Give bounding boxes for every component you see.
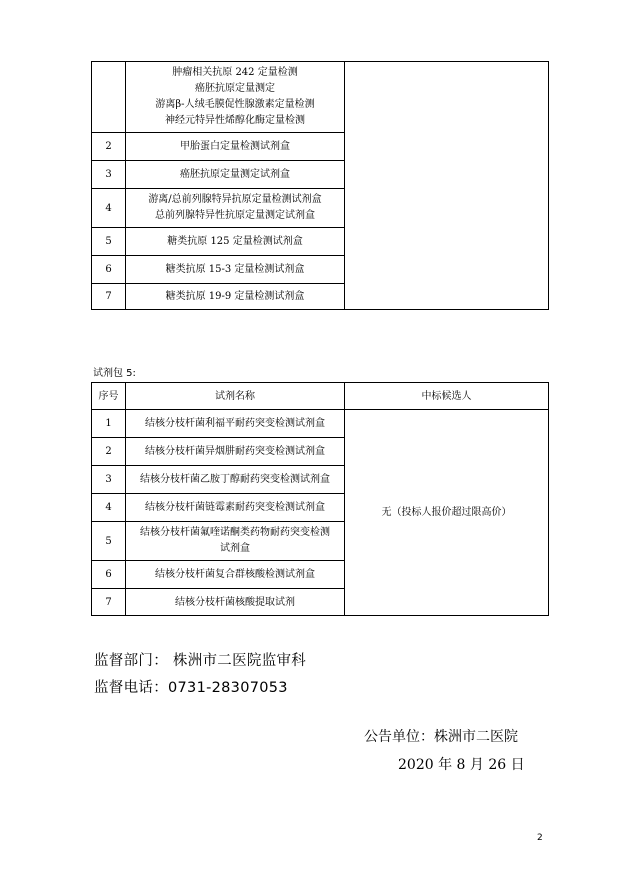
reagent-name-line: 结核分枝杆菌氟喹诺酮类药物耐药突变检测 bbox=[140, 527, 330, 538]
supervision-department: 监督部门： 株洲市二医院监审科 bbox=[94, 653, 307, 669]
winner-cell: 无（投标人报价超过限高价） bbox=[345, 410, 549, 616]
reagent-name-line: 游离β-人绒毛膜促性腺激素定量检测 bbox=[155, 99, 315, 110]
reagent-name-cell bbox=[126, 189, 345, 228]
reagent-name-cell: 癌胚抗原定量测定试剂盒 bbox=[126, 161, 345, 189]
reagent-name-line: 试剂盒 bbox=[220, 543, 250, 554]
row-number: 7 bbox=[92, 589, 126, 616]
reagent-name-cell: 结核分枝杆菌核酸提取试剂 bbox=[126, 589, 345, 616]
reagent-name-line: 癌胚抗原定量测定 bbox=[195, 83, 275, 94]
row-number: 5 bbox=[92, 522, 126, 561]
reagent-name-cell: 结核分枝杆菌乙胺丁醇耐药突变检测试剂盒 bbox=[126, 466, 345, 494]
row-number: 5 bbox=[92, 228, 126, 256]
row-number: 7 bbox=[92, 284, 126, 310]
header-winner: 中标候选人 bbox=[345, 383, 549, 410]
row-number: 6 bbox=[92, 561, 126, 589]
reagent-table-continued bbox=[91, 61, 549, 310]
row-number bbox=[92, 62, 126, 133]
reagent-name-line: 肿瘤相关抗原 242 定量检测 bbox=[172, 67, 298, 78]
reagent-name-cell: 结核分枝杆菌异烟肼耐药突变检测试剂盒 bbox=[126, 438, 345, 466]
reagent-name-cell: 甲胎蛋白定量检测试剂盒 bbox=[126, 133, 345, 161]
header-name: 试剂名称 bbox=[126, 383, 345, 410]
package-5-label: 试剂包 5: bbox=[93, 368, 136, 379]
reagent-name-cell bbox=[126, 62, 345, 133]
reagent-name-cell: 糖类抗原 15-3 定量检测试剂盒 bbox=[126, 256, 345, 284]
reagent-name-cell: 结核分枝杆菌利福平耐药突变检测试剂盒 bbox=[126, 410, 345, 438]
supervision-phone: 监督电话：0731-28307053 bbox=[94, 680, 288, 696]
reagent-name-cell bbox=[126, 522, 345, 561]
package-5-table bbox=[91, 382, 549, 616]
row-number: 3 bbox=[92, 161, 126, 189]
table-header-row bbox=[92, 383, 549, 410]
table-row bbox=[92, 62, 549, 133]
notice-date: 2020 年 8 月 26 日 bbox=[398, 757, 525, 773]
row-number: 6 bbox=[92, 256, 126, 284]
winner-cell bbox=[345, 62, 549, 310]
reagent-name-line: 游离/总前列腺特异抗原定量检测试剂盒 bbox=[148, 194, 322, 205]
reagent-name-cell: 结核分枝杆菌链霉素耐药突变检测试剂盒 bbox=[126, 494, 345, 522]
table-row bbox=[92, 410, 549, 438]
reagent-name-cell: 糖类抗原 19-9 定量检测试剂盒 bbox=[126, 284, 345, 310]
reagent-name-cell: 糖类抗原 125 定量检测试剂盒 bbox=[126, 228, 345, 256]
header-no: 序号 bbox=[92, 383, 126, 410]
row-number: 4 bbox=[92, 494, 126, 522]
notice-unit: 公告单位：株洲市二医院 bbox=[364, 729, 518, 745]
row-number: 2 bbox=[92, 438, 126, 466]
row-number: 3 bbox=[92, 466, 126, 494]
reagent-name-line: 神经元特异性烯醇化酶定量检测 bbox=[165, 115, 305, 126]
page-number: 2 bbox=[537, 833, 543, 843]
row-number: 1 bbox=[92, 410, 126, 438]
reagent-name-cell: 结核分枝杆菌复合群核酸检测试剂盒 bbox=[126, 561, 345, 589]
reagent-name-line: 总前列腺特异性抗原定量测定试剂盒 bbox=[155, 210, 315, 221]
row-number: 4 bbox=[92, 189, 126, 228]
row-number: 2 bbox=[92, 133, 126, 161]
